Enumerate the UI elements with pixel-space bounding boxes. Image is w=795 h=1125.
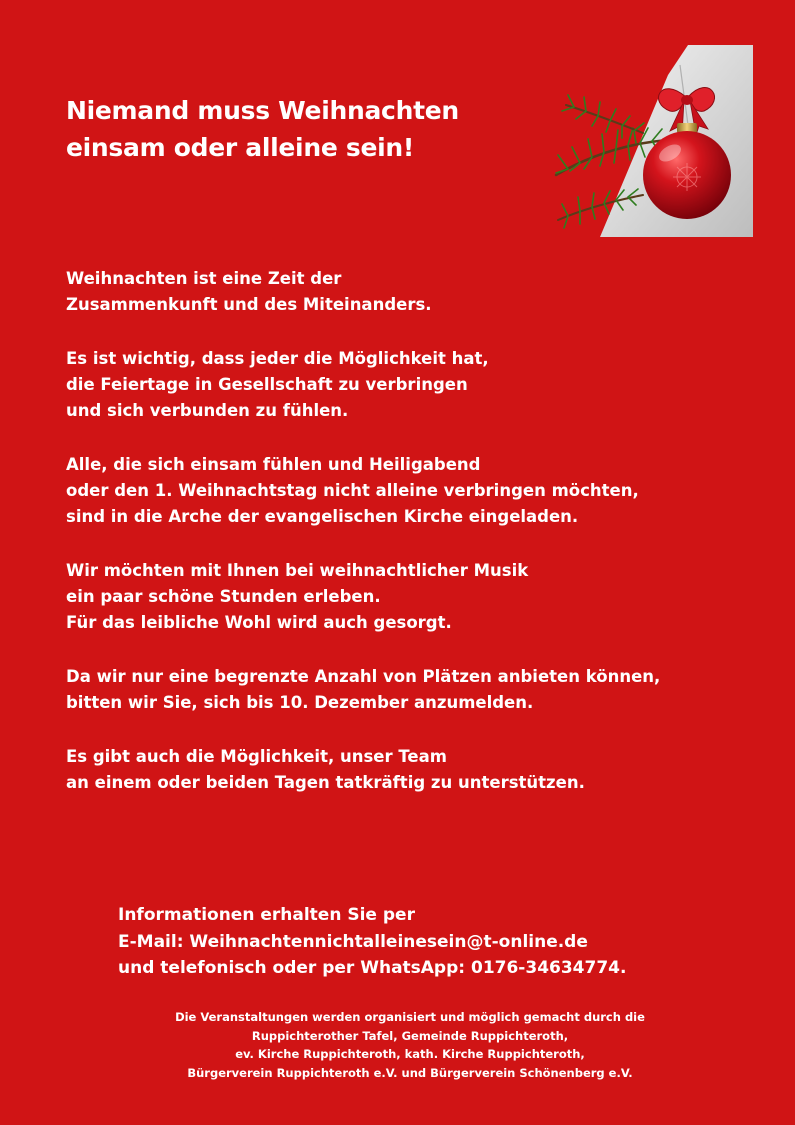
paragraph	[66, 452, 766, 530]
text-line: an einem oder beiden Tagen tatkräftig zu unterstützen.	[66, 773, 585, 792]
text-line: Zusammenkunft und des Miteinanders.	[66, 295, 432, 314]
footer-line: Die Veranstaltungen werden organisiert und möglich gemacht durch die	[175, 1010, 645, 1024]
text-line: sind in die Arche der evangelischen Kirche eingeladen.	[66, 507, 579, 526]
text-line: bitten wir Sie, sich bis 10. Dezember anzumelden.	[66, 693, 534, 712]
contact-info	[118, 902, 758, 982]
text-line: Wir möchten mit Ihnen bei weihnachtlicher Musik	[66, 561, 529, 580]
paragraph	[66, 558, 766, 636]
headline-line-1: Niemand muss Weihnachten	[66, 96, 459, 125]
invitation-text	[66, 266, 766, 824]
phone-line[interactable]: und telefonisch oder per WhatsApp: 0176-34634774.	[118, 958, 627, 978]
text-line: Alle, die sich einsam fühlen und Heiligabend	[66, 455, 481, 474]
paragraph	[66, 346, 766, 424]
footer-line: Bürgerverein Ruppichteroth e.V. und Bürgerverein Schönenberg e.V.	[187, 1065, 633, 1080]
text-line: Es ist wichtig, dass jeder die Möglichkeit hat,	[66, 349, 489, 368]
footer-line: ev. Kirche Ruppichteroth, kath. Kirche Ruppichteroth,	[235, 1047, 585, 1061]
headline	[66, 92, 556, 166]
paragraph	[66, 266, 766, 318]
paragraph	[66, 744, 766, 796]
footer-line: Ruppichterother Tafel, Gemeinde Ruppichteroth,	[251, 1028, 569, 1043]
email-line[interactable]: E-Mail: Weihnachtennichtalleinesein@t-online.de	[118, 931, 588, 952]
text-line: Für das leibliche Wohl wird auch gesorgt.	[66, 613, 452, 632]
text-line: Da wir nur eine begrenzte Anzahl von Plätzen anbieten können,	[66, 667, 661, 686]
christmas-ornament-icon	[548, 45, 753, 240]
contact-intro: Informationen erhalten Sie per	[118, 905, 415, 925]
text-line: ein paar schöne Stunden erleben.	[66, 587, 381, 606]
organizers-footer	[60, 1008, 760, 1082]
text-line: und sich verbunden zu fühlen.	[66, 401, 349, 420]
text-line: die Feiertage in Gesellschaft zu verbringen	[66, 375, 468, 394]
paragraph	[66, 664, 766, 716]
headline-line-2: einsam oder alleine sein!	[66, 133, 414, 162]
text-line: Es gibt auch die Möglichkeit, unser Team	[66, 747, 447, 766]
text-line: Weihnachten ist eine Zeit der	[66, 269, 342, 288]
text-line: oder den 1. Weihnachtstag nicht alleine verbringen möchten,	[66, 481, 639, 500]
